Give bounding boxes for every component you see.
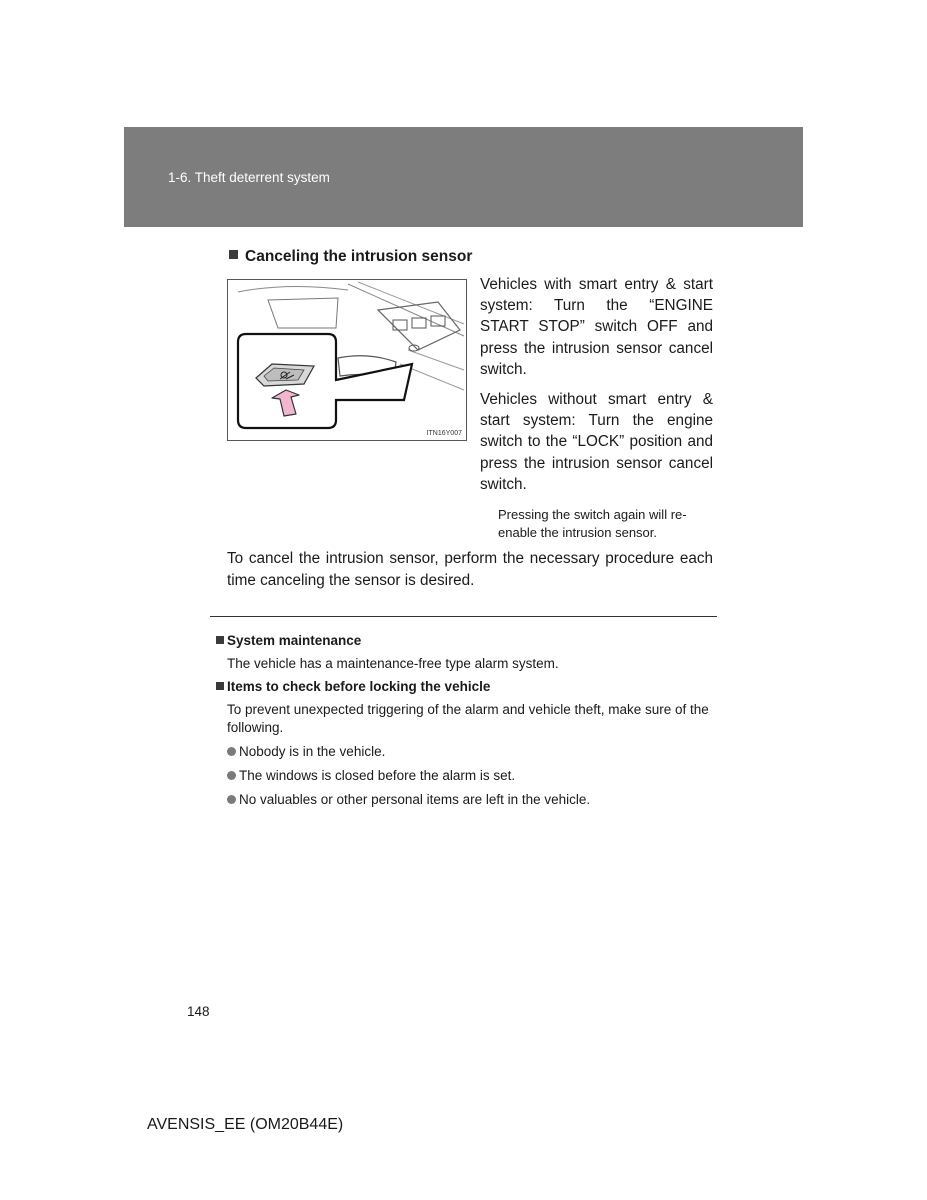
square-bullet-icon [229, 250, 238, 259]
check-text: To prevent unexpected triggering of the alarm and vehicle theft, make sure of the following. [227, 702, 709, 735]
maintenance-heading [216, 633, 716, 649]
list-item [227, 767, 716, 785]
footer-model-code: AVENSIS_EE (OM20B44E) [147, 1116, 344, 1133]
round-bullet-icon [227, 795, 236, 804]
round-bullet-icon [227, 771, 236, 780]
list-item [227, 743, 716, 761]
square-bullet-icon [216, 636, 224, 644]
section-title: 1-6. Theft deterrent system [168, 170, 330, 185]
maintenance-heading-text: System maintenance [227, 633, 362, 648]
round-bullet-icon [227, 747, 236, 756]
intrusion-sensor-switch-figure [227, 279, 467, 441]
instruction-no-smart-entry: Vehicles without smart entry & start system: Turn the engine switch to the “LOCK” position and press the intrusion sensor cancel switch. [480, 391, 713, 493]
check-heading-text: Items to check before locking the vehicle [227, 679, 491, 694]
overhead-console-illustration [228, 280, 466, 440]
list-item-text: No valuables or other personal items are left in the vehicle. [239, 792, 591, 807]
instruction-smart-entry: Vehicles with smart entry & start system: Turn the “ENGINE START STOP” switch OFF and press the intrusion sensor cancel switch. [480, 276, 713, 378]
list-item-text: Nobody is in the vehicle. [239, 744, 386, 759]
check-heading [216, 679, 716, 695]
list-item [227, 791, 716, 809]
info-section [216, 633, 716, 815]
section-heading-text: Canceling the intrusion sensor [245, 248, 473, 265]
page-number: 148 [187, 1004, 210, 1019]
section-header-bar [124, 127, 803, 227]
maintenance-text: The vehicle has a maintenance-free type alarm system. [227, 656, 559, 671]
figure-code: ITN16Y007 [426, 430, 462, 437]
section-divider [210, 616, 717, 617]
list-item-text: The windows is closed before the alarm is set. [239, 768, 516, 783]
section-heading [229, 248, 472, 266]
reenable-note: Pressing the switch again will re-enable the intrusion sensor. [498, 507, 687, 540]
instruction-text [480, 274, 713, 504]
square-bullet-icon [216, 682, 224, 690]
cancel-procedure-paragraph: To cancel the intrusion sensor, perform the necessary procedure each time canceling the sensor is desired. [227, 550, 713, 589]
